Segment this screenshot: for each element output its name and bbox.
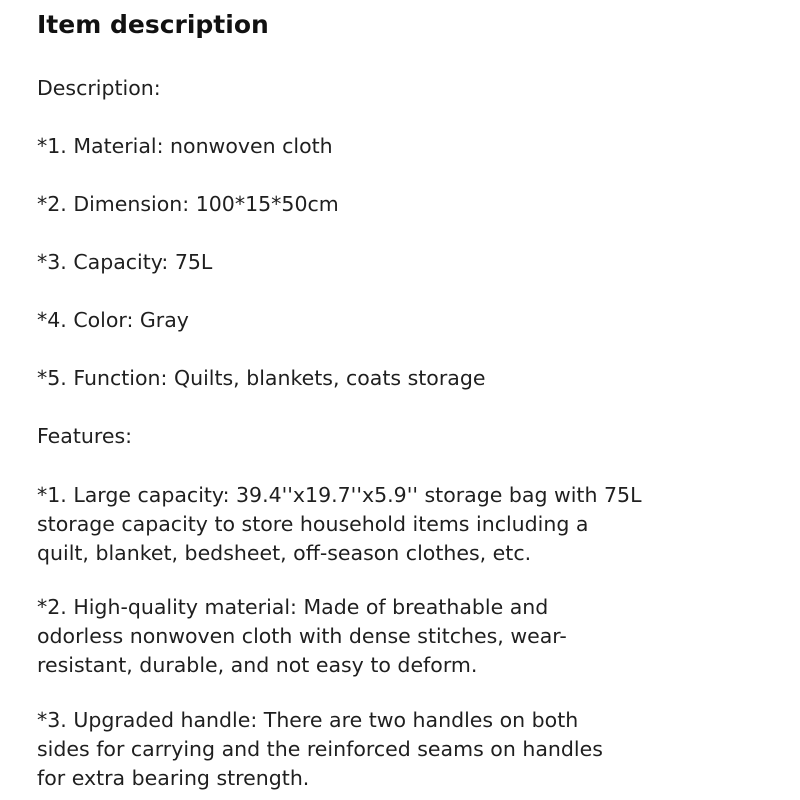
description-item-capacity: *3. Capacity: 75L (37, 250, 213, 274)
description-item-color: *4. Color: Gray (37, 308, 189, 332)
feature-line: quilt, blanket, bedsheet, off-season clothes, etc. (37, 540, 532, 565)
feature-line: sides for carrying and the reinforced seams on handles (37, 736, 603, 761)
feature-line: *1. Large capacity: 39.4''x19.7''x5.9'' storage bag with 75L (37, 483, 642, 507)
page-title: Item description (37, 10, 269, 39)
feature-line: storage capacity to store household items including a (37, 511, 589, 536)
feature-line: *2. High-quality material: Made of breathable and (37, 595, 549, 619)
description-item-material: *1. Material: nonwoven cloth (37, 134, 333, 158)
description-item-function: *5. Function: Quilts, blankets, coats storage (37, 366, 486, 390)
feature-line: *3. Upgraded handle: There are two handles on both (37, 708, 579, 732)
description-heading: Description: (37, 76, 161, 100)
feature-material (37, 593, 567, 679)
feature-handle (37, 706, 603, 792)
feature-line: resistant, durable, and not easy to deform. (37, 652, 478, 677)
feature-line: for extra bearing strength. (37, 765, 310, 790)
feature-large-capacity (37, 481, 642, 567)
feature-line: odorless nonwoven cloth with dense stitches, wear- (37, 623, 567, 648)
features-heading: Features: (37, 424, 133, 448)
description-item-dimension: *2. Dimension: 100*15*50cm (37, 192, 339, 216)
